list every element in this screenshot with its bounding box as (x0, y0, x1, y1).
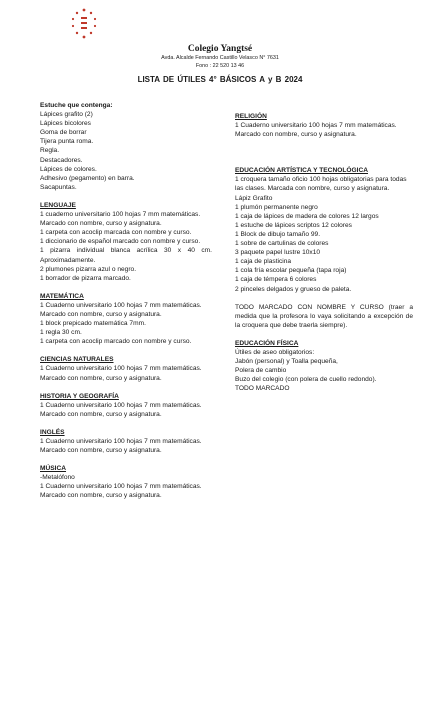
list-item: 1 caja de plasticina (235, 258, 292, 266)
left-column (40, 101, 212, 501)
list-item: Jabón (personal) y Toalla pequeña, (235, 358, 338, 366)
historia-title: HISTORIA Y GEOGRAFÍA (40, 392, 119, 400)
list-item: 1 diccionario de español marcado con nombre y curso. (40, 238, 201, 246)
religion-title: RELIGIÓN (235, 113, 267, 120)
list-item: 1 Cuaderno universitario 100 hojas 7 mm matemáticas. Marcado con nombre, curso y asignatura. (40, 483, 202, 500)
list-item: Lápices bicolores (40, 120, 91, 128)
list-item: 1 block prepicado matemática 7mm. (40, 320, 146, 328)
list-item: -Metalófono (40, 474, 75, 482)
school-address: Avda. Alcalde Fernando Castillo Velasco N° 7631 (161, 55, 279, 61)
list-item: Sacapuntas. (40, 183, 77, 191)
school-name: Colegio Yangtsé (187, 44, 253, 54)
list-item: 3 paquete papel lustre 10x10 (235, 249, 321, 257)
list-item: 1 plumón permanente negro (235, 203, 318, 211)
musica-title: MÚSICA (40, 465, 67, 473)
list-item: 1 cuaderno universitario 100 hojas 7 mm matemáticas. Marcado con nombre, curso y asignatura. (40, 211, 201, 228)
school-phone: Fono : 22 520 13 46 (195, 63, 245, 69)
list-item: 2 pinceles delgados y grueso de paleta. (235, 285, 352, 293)
list-item: 1 regla 30 cm. (40, 329, 82, 337)
list-item: 1 pizarra individual blanca acrílica 30 x 40 cm. Aproximadamente. (40, 247, 212, 264)
list-item: 2 plumones pizarra azul o negro. (40, 265, 137, 273)
artistica-title: EDUCACIÓN ARTÍSTICA Y TECNOLÓGICA (235, 167, 368, 175)
list-item: 1 Cuaderno universitario 100 hojas 7 mm matemáticas. Marcado con nombre, curso y asignatura. (40, 365, 202, 382)
list-item: Lápices grafito (2) (40, 111, 93, 119)
list-item: Tijera punta roma. (40, 138, 94, 146)
school-logo (70, 8, 98, 40)
list-item: Goma de borrar (40, 129, 87, 137)
ciencias-title: CIENCIAS NATURALES (40, 356, 114, 364)
list-item: 1 Cuaderno universitario 100 hojas 7 mm matemáticas. Marcado con nombre, curso y asignatura. (40, 401, 202, 418)
list-item: Adhesivo (pegamento) en barra. (40, 174, 135, 182)
list-item: 1 Cuaderno universitario 100 hojas 7 mm matemáticas. Marcado con nombre, curso y asignatura. (40, 301, 202, 318)
list-item: 1 sobre de cartulinas de colores (235, 240, 329, 248)
fisica-title: EDUCACIÓN FÍSICA (235, 339, 299, 347)
list-item: 1 caja de lápices de madera de colores 12 largos (235, 212, 379, 220)
list-item: Lápiz Grafito (235, 194, 273, 202)
right-column (235, 112, 413, 393)
list-item: 1 carpeta con acoclip marcado con nombre y curso. (40, 338, 192, 346)
list-item: 1 Cuaderno universitario 100 hojas 7 mm matemáticas. Marcado con nombre, curso y asignatura. (235, 122, 397, 139)
lenguaje-title: LENGUAJE (40, 201, 76, 209)
list-item: 1 Cuaderno universitario 100 hojas 7 mm matemáticas. Marcado con nombre, curso y asignatura. (40, 438, 202, 455)
list-item: 1 estuche de lápices scriptos 12 colores (235, 221, 352, 229)
list-item: Regla. (40, 147, 60, 155)
list-item: Lápices de colores. (40, 165, 97, 173)
list-item: Destacadores. (40, 156, 83, 164)
ingles-title: INGLÉS (40, 428, 65, 436)
estuche-title: Estuche que contenga: (40, 102, 113, 109)
list-item: Buzo del colegio (con polera de cuello redondo). (235, 376, 377, 384)
list-item: 1 caja de témpera 6 colores (235, 276, 317, 284)
list-item: Polera de cambio (235, 367, 287, 375)
list-item: Útiles de aseo obligatorios: (235, 348, 315, 356)
list-item: 1 croquera tamaño oficio 100 hojas obligatorias para todas las clases. Marcada con nombre, curso y asignatura. (235, 176, 407, 193)
list-item: 1 Block de dibujo tamaño 99. (235, 230, 321, 238)
list-item: 1 cola fría escolar pequeña (tapa roja) (235, 267, 347, 275)
list-item: TODO MARCADO (235, 385, 290, 393)
artistica-note: TODO MARCADO CON NOMBRE Y CURSO (traer a medida que la profesora lo vaya solicitando a excepción de la croquera que debe traerla siempre). (235, 303, 413, 329)
list-item: 1 borrador de pizarra marcado. (40, 274, 131, 282)
document-title: LISTA DE ÚTILES 4° BÁSICOS A y B 2024 (137, 75, 303, 84)
matematica-title: MATEMÁTICA (40, 292, 84, 300)
list-item: 1 carpeta con acoclip marcada con nombre y curso. (40, 229, 192, 237)
